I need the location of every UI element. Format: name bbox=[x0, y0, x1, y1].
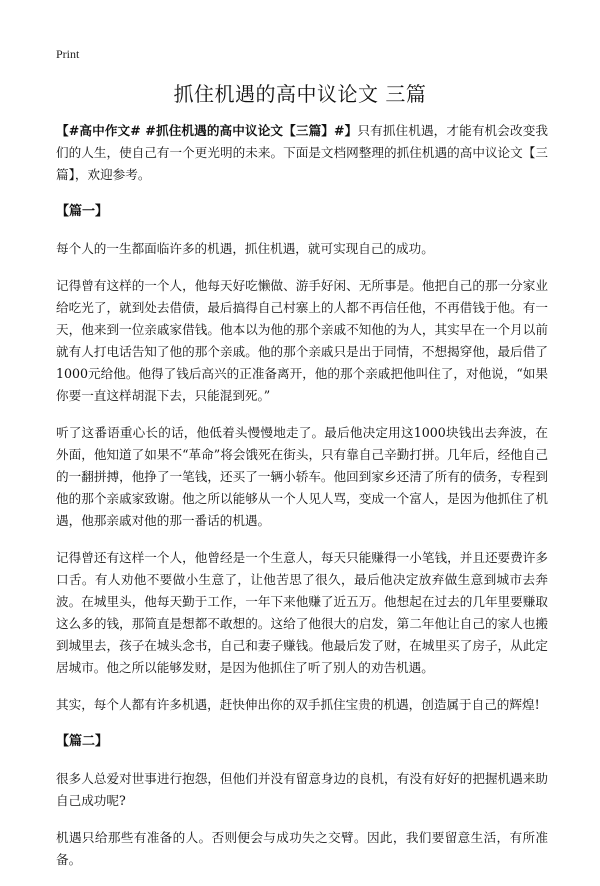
section-heading-1: 【篇一】 bbox=[56, 204, 109, 219]
section-heading-2: 【篇二】 bbox=[56, 734, 109, 749]
paragraph: 记得曾还有这样一个人，他曾经是一个生意人，每天只能赚得一小笔钱，并且还要费许多口舌。有人劝他不要做小生意了，让他苦思了很久，最后他决定放弃做生意到城市去奔波。在城里头，他每天勤于工作，一年下来他赚了近五万。他想起在过去的几年里要赚取这么多的钱，那简直是想都不敢想的。这给了他很大的启发，第二年他让自己的家人也搬到城里去，孩子在城头念书，自己和妻子赚钱。他最后发了财，在城里买了房子，从此定居城市。他之所以能够发财，是因为他抓住了听了别人的劝告机遇。 bbox=[56, 550, 548, 675]
intro-tags: 【#高中作文# #抓住机遇的高中议论文【三篇】#】 bbox=[56, 123, 358, 138]
paragraph: 每个人的一生都面临许多的机遇，抓住机遇，就可实现自己的成功。 bbox=[56, 241, 434, 256]
paragraph: 机遇只给那些有准备的人。否则便会与成功失之交臂。因此，我们要留意生活，有所准备。 bbox=[56, 830, 548, 867]
page-title: 抓住机遇的高中议论文 三篇 bbox=[173, 82, 427, 106]
intro-paragraph bbox=[56, 120, 548, 186]
paragraph: 记得曾有这样的一个人，他每天好吃懒做、游手好闲、无所事是。他把自己的那一分家业给吃光了，就到处去借债，最后搞得自己村寨上的人都不再信任他，不再借钱于他。有一天，他来到一位亲戚家借钱。他本以为他的那个亲戚不知他的为人，其实早在一个月以前就有人打电话告知了他的那个亲戚。他的那个亲戚只是出于同情，不想揭穿他，最后借了1000元给他。他得了钱后高兴的正准备离开，他的那个亲戚把他叫住了，对他说，“如果你要一直这样胡混下去，只能混到死。” bbox=[56, 278, 548, 403]
print-label[interactable]: Print bbox=[56, 47, 80, 61]
intro-text: 只有抓住机遇，才能有机会改变我们的人生，使自己有一个更光明的未来。下面是文档网整理的抓住机遇的高中议论文【三篇】，欢迎参考。 bbox=[56, 123, 549, 182]
paragraph: 其实，每个人都有许多机遇，赶快伸出你的双手抓住宝贵的机遇，创造属于自己的辉煌! bbox=[56, 697, 540, 712]
article-body bbox=[56, 120, 548, 886]
paragraph: 听了这番语重心长的话，他低着头慢慢地走了。最后他决定用这1000块钱出去奔波，在外面，他知道了如果不“革命”将会饿死在街头，只有靠自己辛勤打拼。几年后，经他自己的一翻拼搏，他挣了一笔钱，还买了一辆小轿车。他回到家乡还清了所有的债务，专程到他的那个亲戚家致谢。他之所以能够从一个人见人骂，变成一个富人，是因为他抓住了机遇，他那亲戚对他的那一番话的机遇。 bbox=[56, 425, 548, 528]
paragraph: 很多人总爱对世事进行抱怨，但他们并没有留意身边的良机，有没有好好的把握机遇来助自己成功呢? bbox=[56, 771, 548, 808]
